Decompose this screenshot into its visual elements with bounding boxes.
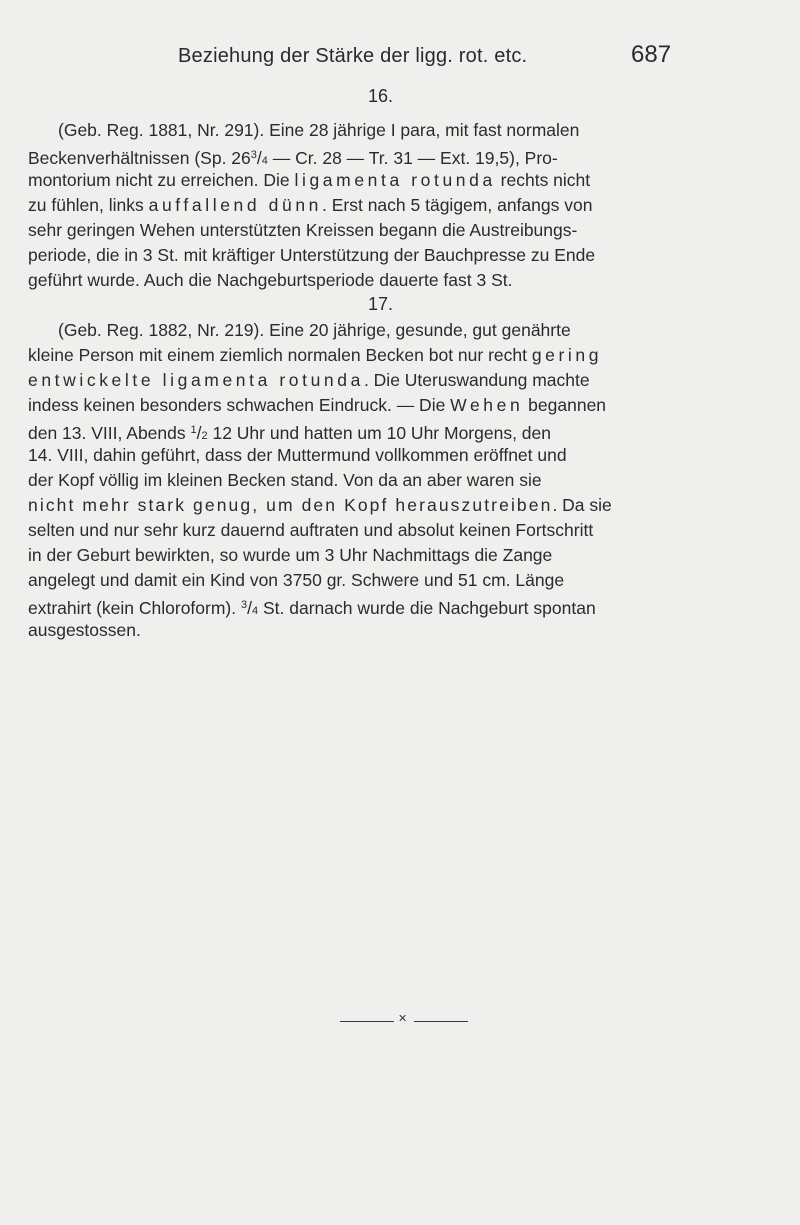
paragraph-17-line-9: selten und nur sehr kurz dauernd auftraten und absolut keinen Fortschritt [28,520,594,540]
emphasis-nicht-mehr-stark: nicht mehr stark genug, um den Kopf herauszutreiben [28,495,553,515]
divider-rule-left [340,1021,394,1022]
section-end-divider [340,1012,470,1027]
paragraph-17-line-10: in der Geburt bewirkten, so wurde um 3 Uhr Nachmittags die Zange [28,545,553,565]
paragraph-17-line-2: kleine Person mit einem ziemlich normalen Becken bot nur recht gering [28,345,603,365]
fraction-half-numerator: 1 [190,424,197,436]
paragraph-17-line-13: ausgestossen. [28,620,141,640]
emphasis-entwickelte-ligamenta-rotunda: entwickelte ligamenta rotunda [28,370,364,390]
paragraph-17-line-12: extrahirt (kein Chloroform). $^3$/4 St. darnach wurde die Nachgeburt spontan [28,598,596,618]
paragraph-17-line-6: 14. VIII, dahin geführt, dass der Muttermund vollkommen eröffnet und [28,445,567,465]
section-number-17: 17. [368,294,394,314]
paragraph-16-line-6: periode, die in 3 St. mit kräftiger Unterstützung der Bauchpresse zu Ende [28,245,596,265]
fraction-three-quarter-denominator: 4 [251,605,259,617]
emphasis-gering: gering [531,345,603,365]
divider-rule-right [414,1021,468,1022]
paragraph-17-line-5: den 13. VIII, Abends $^1$/2 12 Uhr und hatten um 10 Uhr Morgens, den [28,423,552,443]
fraction-denominator: 4 [261,155,268,167]
line-2-text-a: Beckenverhältnissen (Sp. 26 [28,148,251,168]
paragraph-17-line-7: der Kopf völlig im kleinen Becken stand. Von da an aber waren sie [28,470,542,490]
paragraph-17-line-3: entwickelte ligamenta rotunda. Die Uteruswandung machte [28,370,590,390]
paragraph-17-line-4: indess keinen besonders schwachen Eindruck. — Die Wehen begannen [28,395,607,415]
emphasis-auffallend-duenn: auffallend dünn [148,195,322,215]
paragraph-16-line-5: sehr geringen Wehen unterstützten Kreissen begann die Austreibungs- [28,220,578,240]
section-number-16: 16. [368,86,394,106]
paragraph-16-line-3: montorium nicht zu erreichen. Die ligamenta rotunda rechts nicht [28,170,591,190]
fraction-three-quarter-numerator: 3 [240,599,248,611]
paragraph-16-line-1: (Geb. Reg. 1881, Nr. 291). Eine 28 jährige I para, mit fast normalen [58,120,580,140]
page-number: 687 [631,41,672,68]
line-2-text-b: — Cr. 28 — Tr. 31 — Ext. 19,5), Pro- [267,148,558,168]
paragraph-16-line-7: geführt wurde. Auch die Nachgeburtsperiode dauerte fast 3 St. [28,270,513,290]
running-header-title: Beziehung der Stärke der ligg. rot. etc. [178,45,528,67]
paragraph-17-line-1: (Geb. Reg. 1882, Nr. 219). Eine 20 jährige, gesunde, gut genährte [58,320,571,340]
divider-cross-icon: ✕ [398,1012,408,1025]
paragraph-17-line-8: nicht mehr stark genug, um den Kopf herauszutreiben. Da sie [28,495,612,515]
paragraph-17-line-11: angelegt und damit ein Kind von 3750 gr. Schwere und 51 cm. Länge [28,570,565,590]
emphasis-ligamenta-rotunda: ligamenta rotunda [294,170,496,190]
paragraph-16-line-4: zu fühlen, links auffallend dünn. Erst nach 5 tägigem, anfangs von [28,195,593,215]
emphasis-wehen: Wehen [450,395,524,415]
fraction-half-denominator: 2 [201,430,208,442]
fraction-numerator: 3 [250,149,257,161]
fraction-slash: / [256,148,262,168]
